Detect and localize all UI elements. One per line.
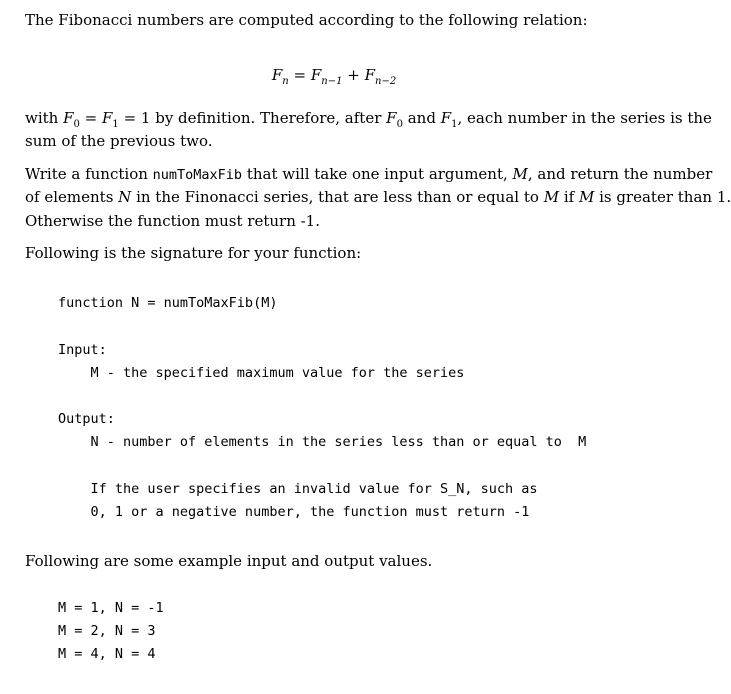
code-invalid-line1: If the user specifies an invalid value for S_N, such as: [58, 481, 538, 497]
paragraph-task: Write a function numToMaxFib that will take one input argument, M, and return the number of elements N in the Finonacci series, that are less than or equal to M if M is greater than 1. Otherwise the function must return -1.: [25, 165, 731, 230]
paragraph-definition: with $F_0 = F_1 = 1$ by definition. Therefore, after $F_0$ and $F_1$, each number in the series is the sum of the previous two.: [25, 109, 712, 151]
code-signature: function N = numToMaxFib(M): [58, 295, 278, 311]
code-invalid-line2: 0, 1 or a negative number, the function must return -1: [58, 504, 530, 520]
eq-term1: F: [310, 66, 322, 84]
function-name: numToMaxFib: [152, 167, 243, 183]
eq-term2-sub: n−2: [375, 76, 397, 87]
eq-term1-sub: n−1: [321, 76, 343, 87]
example-line: M = 2, N = 3: [58, 623, 156, 639]
example-line: M = 4, N = 4: [58, 646, 156, 662]
code-output-desc: N - number of elements in the series less than or equal to M: [58, 434, 587, 450]
eq-lhs-sub: n: [282, 76, 289, 87]
code-input-label: Input:: [58, 342, 107, 358]
example-line: M = 1, N = -1: [58, 600, 164, 616]
eq-term2: F: [364, 66, 375, 84]
intro-text: The Fibonacci numbers are computed according to the following relation:: [25, 11, 588, 29]
code-output-label: Output:: [58, 411, 115, 427]
eq-equals: =: [293, 66, 307, 84]
code-input-desc: M - the specified maximum value for the series: [58, 365, 465, 381]
eq-lhs: F: [271, 66, 283, 84]
examples-heading: Following are some example input and output values.: [25, 552, 433, 570]
signature-heading: Following is the signature for your function:: [25, 244, 362, 262]
eq-plus: +: [347, 66, 360, 84]
fibonacci-equation: [0, 66, 668, 87]
